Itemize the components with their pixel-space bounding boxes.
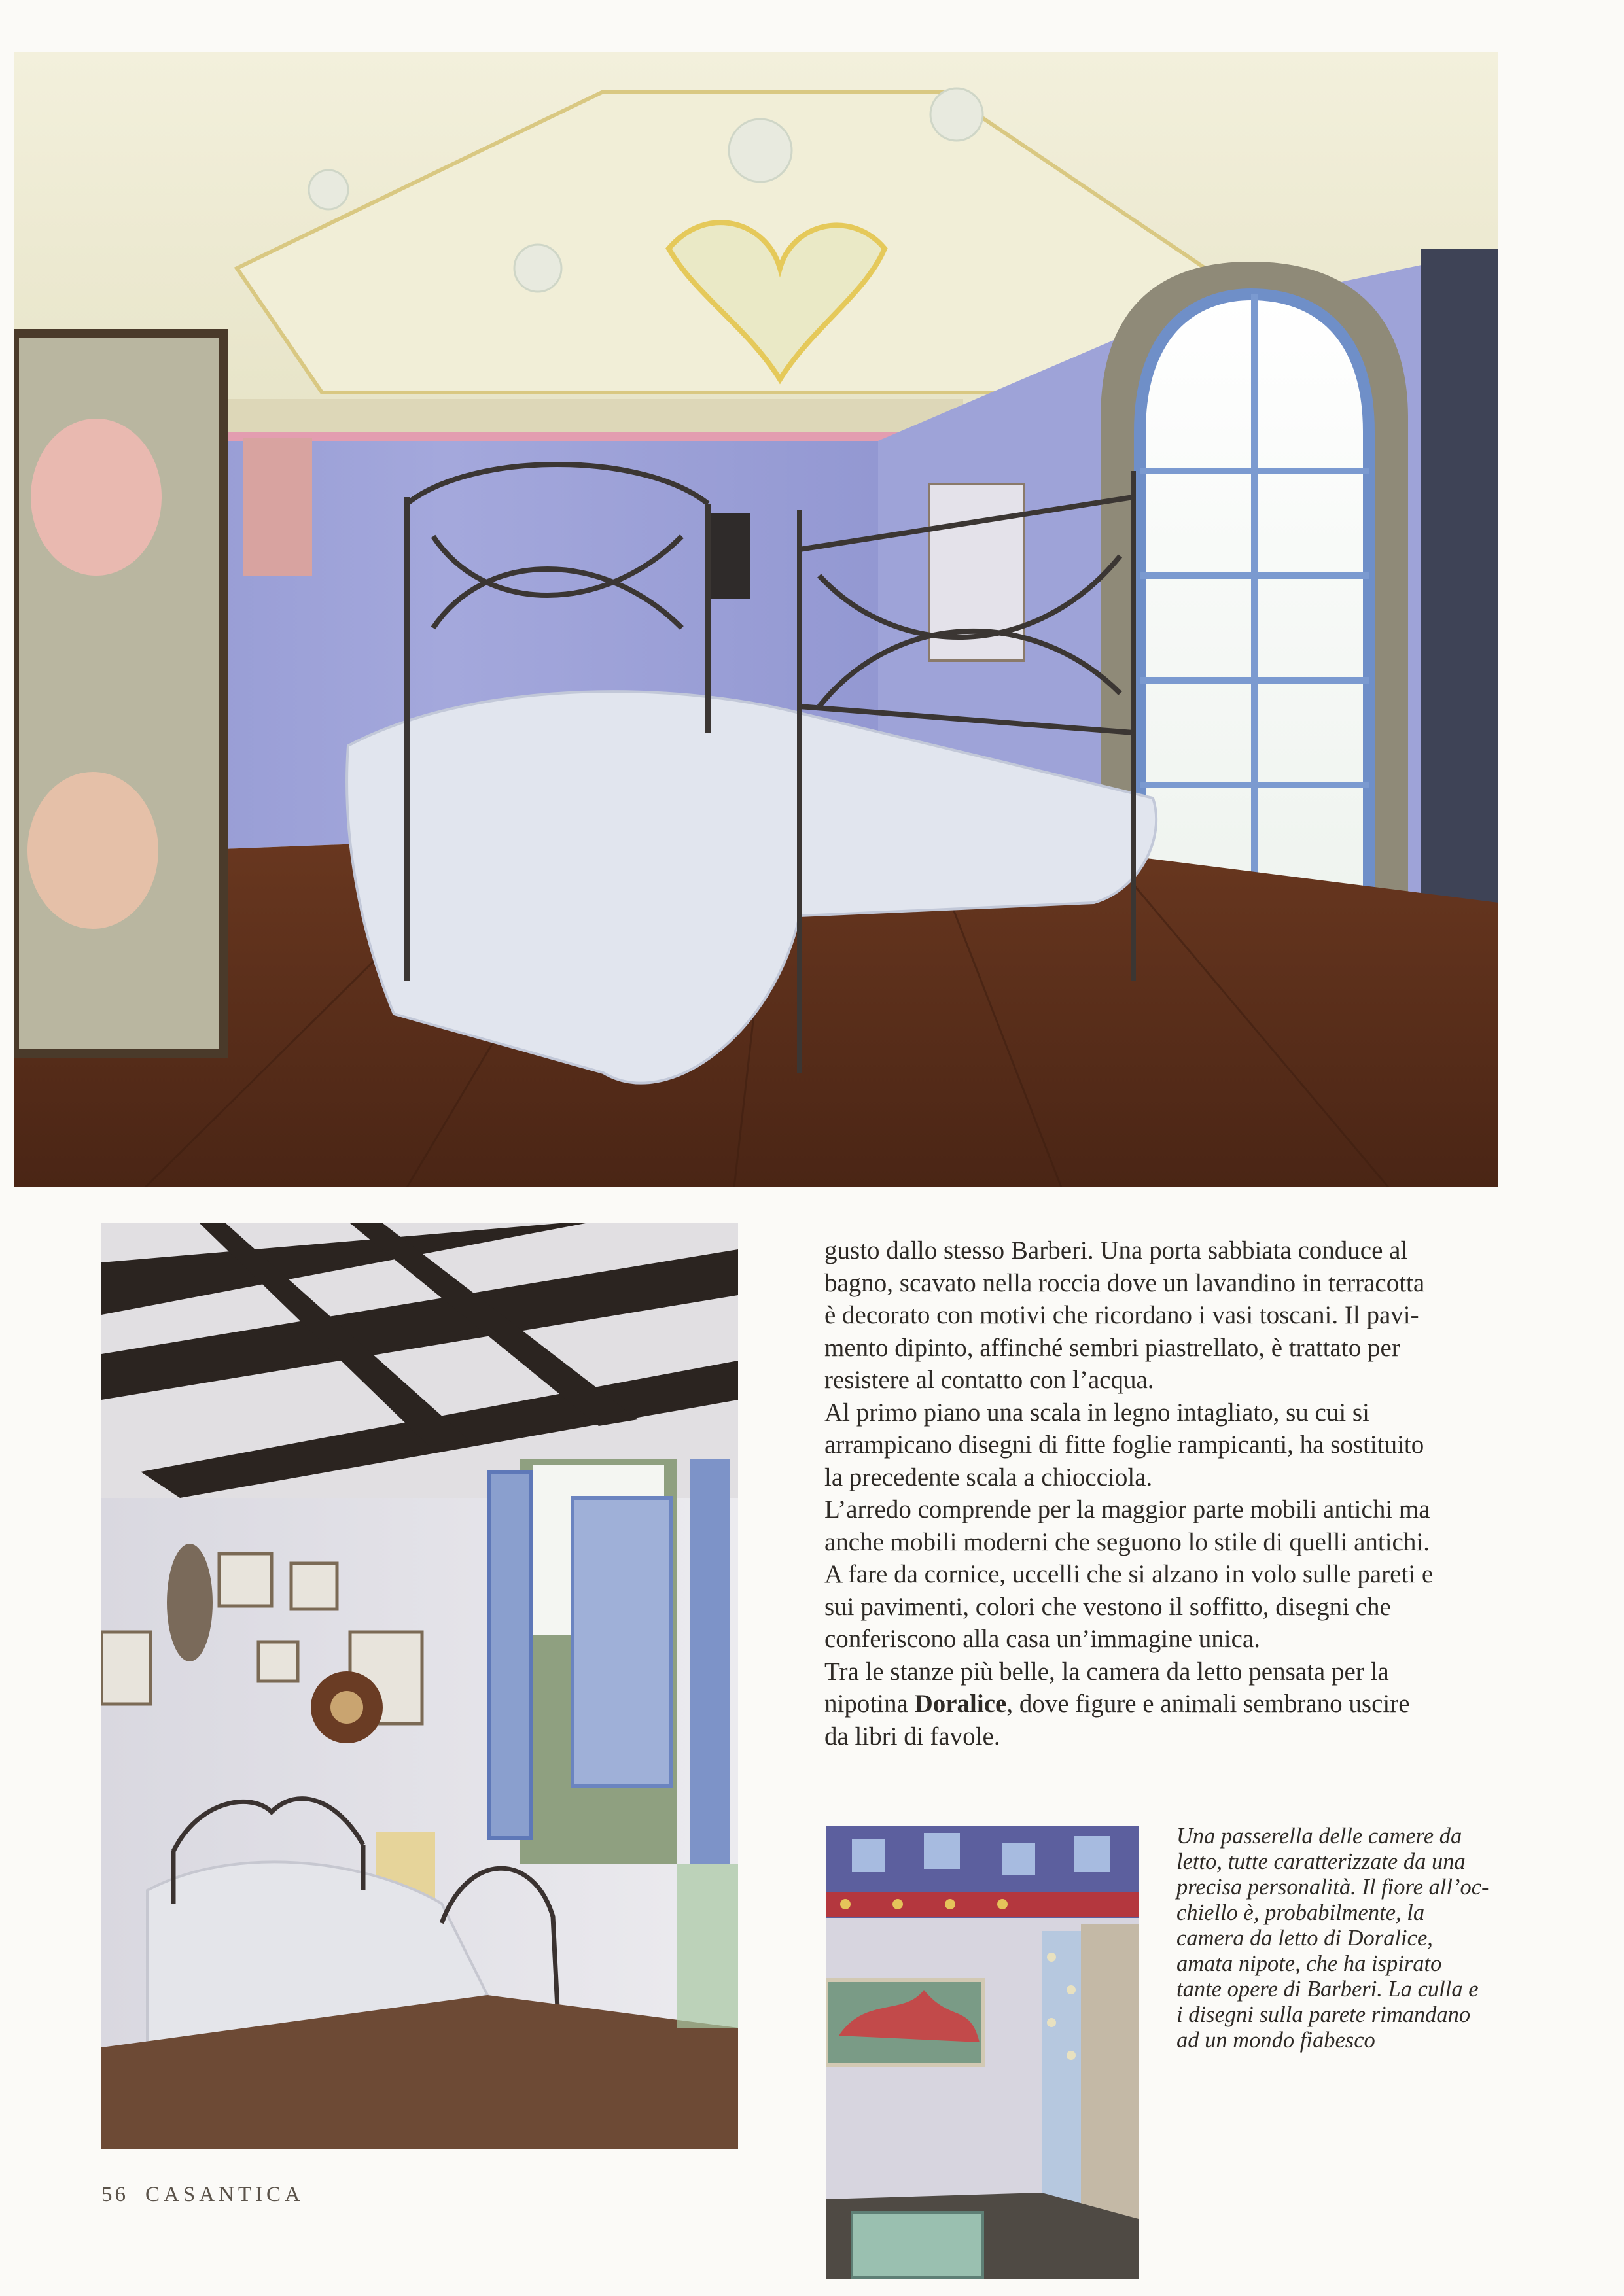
article-line: sui pavimenti, colori che vestono il soffitto, disegni che	[824, 1592, 1391, 1621]
article-line: Tra le stanze più belle, la camera da letto pensata per la	[824, 1657, 1389, 1686]
caption-line: camera da letto di Doralice,	[1176, 1926, 1433, 1951]
doralice-room-painted-ceiling-photo	[826, 1826, 1139, 2279]
article-line: A fare da cornice, uccelli che si alzano in volo sulle pareti e	[824, 1560, 1434, 1588]
article-body	[824, 1234, 1485, 1752]
bedroom-beams-window-image	[101, 1223, 738, 2149]
article-line: è decorato con motivi che ricordano i vasi toscani. Il pavi-	[824, 1301, 1419, 1329]
article-line: resistere al contatto con l’acqua.	[824, 1366, 1154, 1394]
bedroom-wrought-iron-bed-photo	[14, 52, 1498, 1187]
bedroom-beams-window-photo	[101, 1223, 738, 2149]
magazine-name: CASANTICA	[145, 2183, 304, 2206]
bedroom-wrought-iron-bed-image	[14, 52, 1498, 1187]
article-line: la precedente scala a chiocciola.	[824, 1463, 1153, 1491]
page-number: 56	[101, 2183, 128, 2206]
article-line: da libri di favole.	[824, 1722, 1000, 1750]
article-line: bagno, scavato nella roccia dove un lavandino in terracotta	[824, 1268, 1425, 1297]
article-line-doralice	[824, 1688, 1485, 1720]
article-text-span: nipotina	[824, 1690, 915, 1718]
caption-line: Una passerella delle camere da	[1176, 1824, 1462, 1849]
caption-line: ad un mondo fiabesco	[1176, 2028, 1375, 2053]
caption-line: letto, tutte caratterizzate da una	[1176, 1849, 1466, 1874]
caption-line: amata nipote, che ha ispirato	[1176, 1951, 1442, 1976]
caption-line: precisa personalità. Il fiore all’oc-	[1176, 1875, 1489, 1900]
caption-line: i disegni sulla parete rimandano	[1176, 2002, 1471, 2027]
article-line: gusto dallo stesso Barberi. Una porta sabbiata conduce al	[824, 1236, 1408, 1264]
article-line: anche mobili moderni che seguono lo stile di quelli antichi.	[824, 1527, 1430, 1556]
doralice-room-image	[826, 1826, 1139, 2279]
article-text-span: , dove figure e animali sembrano uscire	[1006, 1690, 1410, 1718]
article-line: conferiscono alla casa un’immagine unica.	[824, 1625, 1260, 1653]
article-line: mento dipinto, affinché sembri piastrellato, è trattato per	[824, 1333, 1400, 1362]
page-folio	[101, 2183, 304, 2207]
photo-caption	[1176, 1824, 1497, 2053]
doralice-name: Doralice	[914, 1690, 1007, 1718]
caption-line: tante opere di Barberi. La culla e	[1176, 1977, 1479, 2002]
article-line: Al primo piano una scala in legno intagliato, su cui si	[824, 1398, 1369, 1427]
article-line: arrampicano disegni di fitte foglie rampicanti, ha sostituito	[824, 1431, 1424, 1459]
caption-line: chiello è, probabilmente, la	[1176, 1900, 1425, 1925]
article-line: L’arredo comprende per la maggior parte mobili antichi ma	[824, 1495, 1430, 1523]
